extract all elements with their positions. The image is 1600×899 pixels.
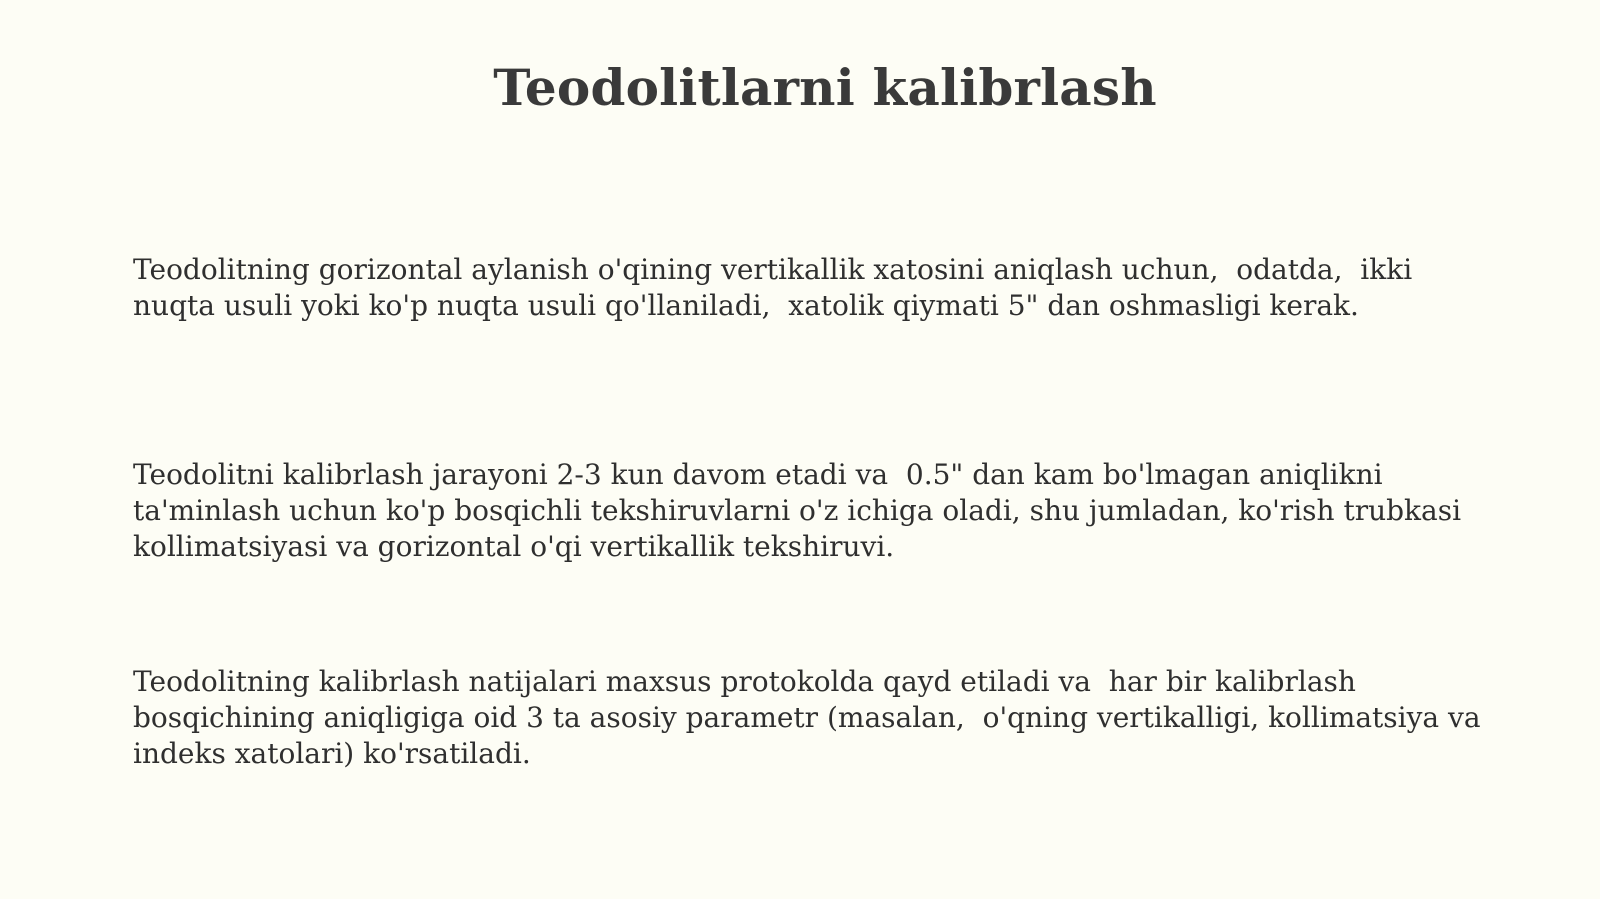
- paragraph-calibration-process: Teodolitni kalibrlash jarayoni 2-3 kun davom etadi va 0.5" dan kam bo'lmagan aniqlikni ta'minlash uchun ko'p bosqichli tekshiruvlarni o'z ichiga oladi, shu jumladan, ko'rish trubkasi kollimatsiyasi va gorizontal o'qi vertikallik tekshiruvi.: [133, 458, 1470, 563]
- slide-title: Teodolitlarni kalibrlash: [493, 58, 1157, 117]
- paragraph-vertical-axis-error: Teodolitning gorizontal aylanish o'qining vertikallik xatosini aniqlash uchun, odatda, ikki nuqta usuli yoki ko'p nuqta usuli qo'llaniladi, xatolik qiymati 5" dan oshmasligi kerak.: [133, 253, 1422, 322]
- paragraph-calibration-results: Teodolitning kalibrlash natijalari maxsus protokolda qayd etiladi va har bir kalibrlash bosqichining aniqligiga oid 3 ta asosiy parametr (masalan, o'qning vertikalligi, kollimatsiya va indeks xatolari) ko'rsatiladi.: [133, 665, 1490, 770]
